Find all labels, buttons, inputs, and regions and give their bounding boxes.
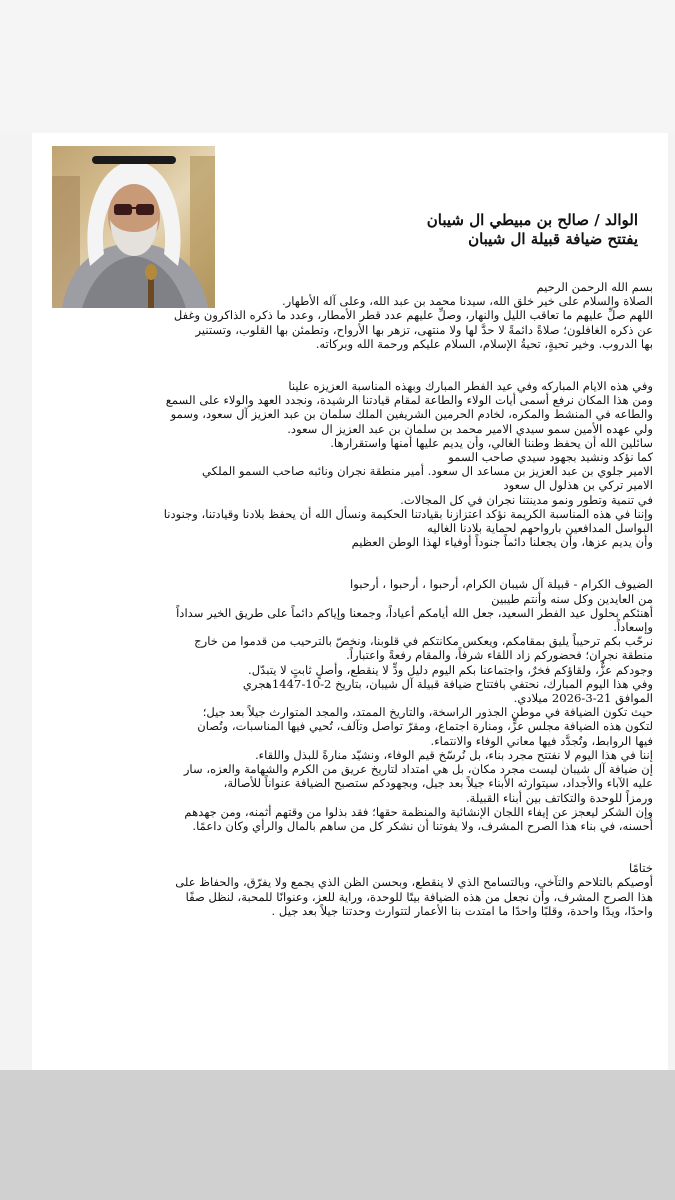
text-line: كما نؤكد ونشيد بجهود سيدي صاحب السمو — [448, 450, 653, 465]
text-line: واحدًا، ويدًا واحدة، وقلبًا واحدًا ما امتدت بنا الأعمار لتتوارث وحدتنا جيلاً بعد جيل . — [271, 903, 653, 918]
text-line: اللهم صلِّ عليهم ما تعاقب الليل والنهار، وصلِّ عليهم عدد قطر الأمطار، وعدد ما ذكره الذاكرون وغفل — [173, 308, 653, 323]
section-welcome — [48, 577, 653, 833]
text-line: هذا الصرح المشرف، وأن نجعل من هذه الضيافة بيتًا للوحدة، وراية للعز، وعنوانًا للمحبة، لنظل صفًا — [185, 889, 653, 904]
text-line: عليه الآباء والأجداد، سيتوارثه الأبناء جيلاً بعد جيل، وبجهودكم ستصبح الضيافة عنواناً للأصالة، — [223, 776, 653, 791]
text-line: ولي عهده الأمين سمو سيدي الامير محمد بن سلمان بن عبد العزيز ال سعود. — [287, 421, 653, 436]
text-line: منطقة نجران؛ فحضوركم زاد اللقاء شرفاً، والمقام رفعةً واعتباراً. — [346, 648, 653, 663]
text-line: وأن يديم عزها، وأن يجعلنا دائماً جنوداً أوفياء لهذا الوطن العظيم — [351, 535, 653, 550]
text-line: نرحّب بكم ترحيباً يليق بمقامكم، ويعكس مكانتكم في قلوبنا، ونخصّ بالترحيب من قدموا من خارج — [194, 634, 653, 649]
text-line: عن ذكره الغافلون؛ صلاةً دائمةً لا حدَّ لها ولا منتهى، تزهر بها الأرواح، وتطمئن بها القلوب، وتستنير — [195, 322, 653, 337]
text-line: الضيوف الكرام - قبيلة آل شيبان الكرام، أرحبوا ، أرحبوا ، أرحبوا — [350, 577, 653, 592]
text-line: إننا في هذا اليوم لا نفتتح مجرد بناء، بل نُرسّخ قيم الوفاء، ونشيّد منارةً للبذل واللقاء. — [254, 747, 653, 762]
text-line: فيها الروابط، وتُجدَّد فيها معاني الوفاء والانتماء. — [430, 733, 653, 748]
text-line: الامير جلوي بن عبد العزيز بن مساعد ال سعود. أمير منطقة نجران ونائبه صاحب السمو الملكي — [202, 464, 653, 479]
text-line: بها الدروب. وخير تحيةٍ، تحيةُ الإسلام، السلام عليكم ورحمة الله وبركاته. — [315, 336, 653, 351]
text-line: وفي هذا اليوم المبارك، نحتفي بافتتاح ضيافة قبيلة آل شيبان، بتاريخ 2-10-1447هجري — [242, 676, 653, 691]
text-line: وجودكم عزٌّ، ولقاؤكم فخرٌ، واجتماعنا بكم اليوم دليل ودٍّ لا ينقطع، وأصلٍ ثابتٍ لا يتبدّل. — [248, 662, 653, 677]
text-line: بسم الله الرحمن الرحيم — [536, 280, 653, 294]
text-line: أحسنه، في بناء هذا الصرح المشرف، ولا يفوتنا أن نشكر كل من ساهم بالمال والرأي وكان داعمًا. — [192, 818, 653, 833]
letter-title — [308, 211, 638, 249]
text-line: أوصيكم بالتلاحم والتآخي، وبالتسامح الذي لا ينقطع، وبحسن الظن الذي يجمع ولا يفرّق، والحفاظ على — [175, 875, 653, 890]
text-line: إن ضيافة آل شيبان ليست مجرد مكان، بل هي امتداد لتاريخ عريق من الكرم والشهامة والعزه، سار — [183, 762, 653, 777]
text-line: الامير تركي بن هذلول ال سعود — [503, 478, 653, 493]
text-line: الموافق 21-3-2026 ميلادي. — [513, 691, 653, 706]
text-line: في تنمية وتطور ونمو مدينتنا نجران في كل المجالات. — [400, 492, 653, 507]
text-line: سائلين الله أن يحفظ وطننا الغالي، وأن يديم عليها أمنها واستقرارها. — [330, 435, 653, 450]
text-line: وإننا في هذه المناسبة الكريمة نؤكد اعتزازنا بقيادتنا الحكيمة ونسأل الله أن يحفظ بلادنا وقيادتنا، وجنودنا — [163, 506, 653, 521]
document-page — [32, 133, 668, 1070]
text-line: البواسل المدافعين بارواحهم لحماية بلادنا الغاليه — [427, 521, 653, 536]
text-line: والطاعه في المنشط والمكره، لخادم الحرمين الشريفين الملك سلمان بن عبد العزيز آل سعود، وسمو — [170, 407, 653, 422]
text-line: ختامًا — [629, 861, 653, 876]
title-line-2: يفتتح ضيافة قبيلة ال شيبان — [468, 230, 638, 248]
text-line: من العايدين وكل سنه وأنتم طيبين — [491, 591, 653, 606]
text-line: ومن هذا المكان نرفع أسمى أيات الولاء والطاعة لمقام قيادتنا الرشيدة، ونجدد العهد والولاء على السمع — [165, 393, 653, 408]
text-line: حيث تكون الضيافة في موطن الجذور الراسخة، والتاريخ الممتد، والمجد المتوارث جيلاً بعد جيل؛ — [202, 705, 653, 720]
text-line: أهنئكم بحلول عيد الفطر السعيد، جعل الله أيامكم أعياداً، وجمعنا وإياكم دائماً على طريق الخير سداداً — [176, 605, 653, 620]
text-line: وإن الشكر ليعجز عن إيفاء اللجان الإنشائية والمنظمة حقها؛ فقد بذلوا من وقتهم أثمنه، ومن جهدهم — [184, 804, 653, 819]
text-line: وفي هذه الايام المباركه وفي عيد الفطر المبارك وبهذه المناسبة العزيزه علينا — [288, 379, 653, 394]
section-allegiance — [48, 379, 653, 549]
text-line: لتكون هذه الضيافة مجلس عزٍّ، ومنارة اجتماع، ومقرّ تواصل وتآلف، تُحيي فيها المناسبات، وتُصان — [197, 719, 653, 734]
title-line-1: الوالد / صالح بن مبيطي ال شيبان — [426, 211, 638, 229]
text-line: ورمزاً للوحدة والتكاتف بين أبناء القبيلة. — [466, 790, 653, 805]
section-opening — [48, 280, 653, 351]
text-line: وإسعاداً. — [613, 620, 653, 635]
letter-body — [48, 280, 653, 918]
bottom-margin — [0, 1070, 675, 1200]
text-line: الصلاة والسلام على خير خلق الله، سيدنا محمد بن عبد الله، وعلى آله الأطهار. — [281, 294, 653, 309]
top-margin — [0, 0, 675, 133]
section-closing — [48, 861, 653, 918]
